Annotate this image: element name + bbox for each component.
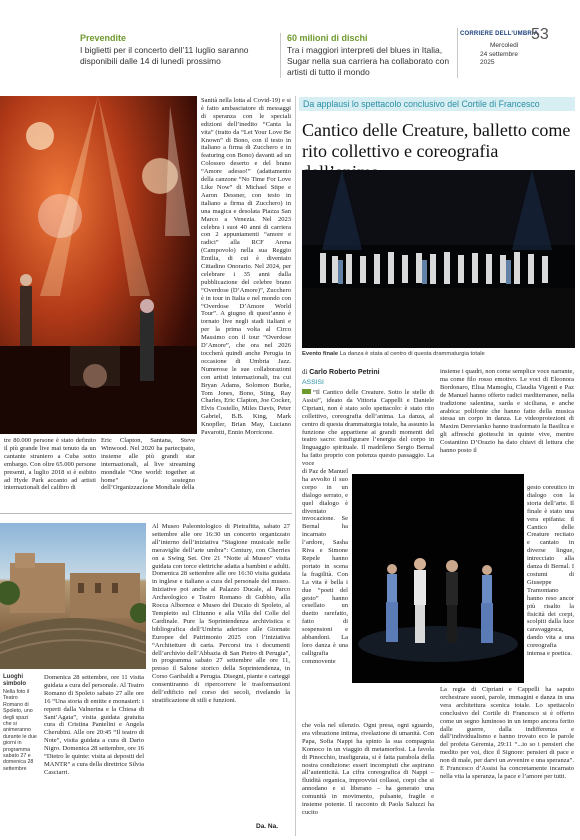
museum-photo-caption — [3, 674, 37, 772]
museum-text-col-b: Al Museo Paleontologico di Pietrafitta, sabato 27 settembre alle ore 16:30 un concerto organizzato all’interno dell’iniziativa “Stagione musicale nelle meraviglie dell’arte umbra”: Century, con Cherries on a Swing Set. Ore 21 “Notte al Museo” visita guidata con torce elettriche adatta a bambini e adulti. Domenica 28 settembre alle ore 16:30 visita guidata in inglese e italiano a cura del personale del museo. Iniziative poi anche al Palazzo Ducale, al Parco Archeologico e Teatro Romano di Gubbio, alla Rocca Albornoz e Museo del Ducato di Spoleto, al Tempietto sul Clitunno e alla Villa del Colle del Cardinale. Pure la Soprintendenza archivistica e bibliografica dell’Umbria aderisce alle Giornate Europee del Patrimonio 2025 con l’iniziativa “Architetture di carta. Percorsi tra i documenti dell’archivio dell’Abbazia di San Pietro di Perugia”, in programma sabato 27 settembre alle ore 11, presso il Salone storico della Soprintendenza, in Corso Garibaldi a Perugia. Disegni, piante e carteggi consentiranno di ripercorrere le trasformazioni dell’edificio nel corso dei secoli, rivelando la stratificazione di stili e funzioni. — [152, 523, 290, 704]
ballet-text-col-b-top: insieme i quadri, non come semplice voce narrante, ma come filo rosso emotivo. Le voci di Eleonora Bordonaro, Elisa Mamoglu, Claudia Vigenti e Paz de Manuel hanno offerto radici mediterranee, nella tradizione salentina, sarda e siciliana, e anche arabica: polifonie che hanno fatto della musica stessa un corpo in danza. Le videoproiezioni di Maxim Derevianko hanno trasformato la Basilica e gli affreschi giotteschi in quinte vive, mentre Costantino D’Orazio ha dato chiavi di lettura che hanno posto il — [440, 368, 574, 455]
byline-prefix: di — [302, 368, 308, 376]
byline-name: Carlo Roberto Petrini — [309, 369, 380, 376]
story-headline: Cantico delle Creature, balletto come rito collettivo e coreografia — [302, 120, 571, 161]
photo-caption — [302, 351, 575, 357]
ballet-stage-illustration — [302, 170, 575, 348]
topbar-divider — [457, 28, 458, 78]
dateline-marker — [302, 389, 311, 394]
concert-photo — [0, 96, 197, 434]
zucchero-text-col-a: tre 80.000 persone è stato definito il più grande live mai tenuto da un cantante straniero a Cuba sotto embargo. Con oltre 65.000 persone presenti, a luglio 2018 si è esibito ad Hyde Park accanto ad artisti internazionali del calibro di — [4, 437, 96, 492]
museum-text-col-a: Domenica 28 settembre, ore 11 visita guidata a cura del personale. Al Teatro Romano di Spoleto sabato 27 alle ore 16 “Una storia di emitte e monasteri: i reperti dalla Valnerina e la Chiesa di Sant’Agata”, visita guidata gratuita cura di Cristina Pantelini e Angela Cherubini. Alle ore 20:45 “Il teatro di Note”, visita guidata a cura di Dario Nigro. Domenica 28 settembre, ore 16 “Dietro le quinte: visita ai depositi del MANTR” a cura della direttrice Silvia Casciarri. — [44, 674, 144, 776]
museum-signature: Da. Na. — [256, 823, 279, 830]
caption-title: Luoghi simbolo — [3, 674, 27, 687]
photo-caption-text: La danza è stata al centro di questa drammaturgia totale — [339, 351, 485, 357]
prevendite-text: I biglietti per il concerto dell’11 luglio saranno disponibili dalle 14 di lunedì prossimo — [80, 45, 249, 66]
teatro-romano-illustration — [0, 523, 146, 669]
photo-caption-bold: Evento finale — [302, 351, 339, 357]
concert-stage-illustration — [0, 96, 197, 434]
ballet-text-col-a-bottom: che vola nel silenzio. Ogni presa, ogni sguardo, era vibrazione intima, rivelazione di umanità. Con Papa, Sofia Nappi ha spinto la sua compagnia Komoco in un viaggio di metamorfosi. La favola di Pinocchio, trasfigurata, si è fatta parabola della nostra condizione: esseri incompiuti che aspirano all’autenticità. La cifra coreografica di Nappi – fluidità organica, improvvisi collassi, corpi che si annodano e si liberano – ha generato una comunità in movimento, pulsante, fragile e insieme potente. Il racconto di Paola Saluzzi ha cucito — [302, 722, 434, 816]
byline — [302, 368, 380, 376]
ballet-text-col-b-bottom: La regia di Cipriani e Cappelli ha saputo orchestrare suoni, parole, immagini e danza in una vera architettura scenica totale. Lo spettacolo conclusivo del Cortile di Francesco si è offerto come un segno luminoso in un tempo ancora ferito dalle guerre, dalla indifferenza e dall’individualismo e hanno trovato eco le parole del profeta Geremia, 29:11 “...io so i pensieri che medito per voi, dice il Signore: pensieri di pace e non di male, per darvi un avvenire e una speranza”. E Francesco d’Assisi ha concretamente incarnato nella vita la speranza, la pace e l’amore per tutti. — [440, 686, 574, 780]
date-full: 24 settembre 2025 — [480, 51, 518, 66]
ballet-text-col-a-top-text: “Il Cantico delle Creature. Sotto le stelle di Assisi”, ideato da Vittoria Cappelli e Daniele Cipriani, non è stato solo spettacolo: è stato rito collettivo, coreografia dell’anima. La danza, al centro di questa drammaturgia totale, ha assunto la funzione che appartiene ai grandi momenti del teatro sacro: trasfigurare l’energia del corpo in linguaggio spirituale. Il madrileno Sergio Bernal ha fatto proprio con potenza questo passaggio. La voce — [302, 389, 435, 468]
newspaper-logo: CORRIERE DELL’UMBRIA — [460, 31, 539, 37]
zucchero-text-col-b: Eric Clapton, Santana, Steve Winwood. Nel 2020 ha partecipato, insieme alle più grandi star internazionali, al live streaming mondiale “One world: together at home” (a sostegno dell’Organizzazione Mondiale della — [101, 437, 195, 492]
dischi-text: Tra i maggiori interpreti del blues in Italia, Sugar nella sua carriera ha collaborato con artisti di tutto il mondo — [287, 45, 450, 77]
topbar-divider — [280, 33, 281, 78]
section-divider — [0, 513, 292, 514]
dateline: ASSISI — [302, 379, 324, 386]
ballet-stage-photo — [302, 170, 575, 348]
ballet-text-col-a-top — [302, 389, 434, 468]
ballet-text-col-b-narrow: gesto coreutico in dialogo con la storia dell’arte. Il finale è stato una vera epifania: il Cantico delle Creature recitato e cantato in diverse lingue, intrecciato alla danza di Bernal. I costumi di Giuseppe Tramontano hanno reso ancor più risalto la fisicità dei corpi, scolpiti dalla luce caravaggesca, dando vita a una coreografia intensa e poetica. — [527, 484, 574, 658]
prevendite-kicker: Prevendite — [80, 33, 127, 43]
dancers-photo — [352, 474, 524, 683]
dischi-kicker: 60 milioni di dischi — [287, 33, 368, 43]
page-number: 53 — [531, 26, 549, 43]
caption-text: Nella foto il Teatro Romano di Spoleto, uno degli spazi che si animeranno durante le due giorni in programma sabato 27 e domenica 28 settembre — [3, 689, 37, 772]
story-kicker: Da applausi lo spettacolo conclusivo del Cortile di Francesco — [299, 97, 575, 111]
ballet-text-col-a-narrow: di Paz de Manuel ha avvolto il suo corpo in un dialogo serrato, e quel dialogo è diventato invocazione. Se Bernal ha incarnato l’ardore, Sasha Riva e Simone Repele hanno portato in scena la fragilità. Con La vita è bella i due “poeti del gesto” hanno cesellato un duetto rarefatto, fatto di sospensioni e abbandoni. La loro danza è una calligrafia commovente — [302, 468, 348, 665]
topbar — [0, 0, 580, 90]
date-day: Mercoledì — [490, 42, 519, 49]
page-column-divider — [295, 96, 296, 836]
teatro-romano-photo — [0, 523, 146, 669]
zucchero-text-col-c: Sanità nella lotta al Covid-19) e si è fatto ambasciatore di messaggi di speranza con le speciali edizioni dell’inedito “Canta la vita” (tratto da “Let Your Love Be Known” di Bono, con il testo in italiano a firma di Zucchero e in featuring con Bono) davanti ad un Colosseo deserto e del brano “Amore adesso!” (adattamento della canzone “No Time For Love Like Now” di Michael Stipe e Aaron Dessner, con testo in italiano a firma di Zucchero) in una magica e desolata Piazza San Marco a Venezia. Nel 2023 celebra i suoi 40 anni di carriera con 2 appuntamenti “amore e radici” alla RCF Arena (Campovolo) nella sua Reggio Emilia, di cui è diventato Cittadino Onorario. Nel 2024, per celebrare i 35 anni dalla pubblicazione del celebre brano “Overdose (D’Amore)”, Zucchero è in tour in Italia e nel mondo con “Overdose D’Amore World Tour”. A giugno di quest’anno è tornato live negli stadi italiani e per la prima volta al Circo Massimo con il tour “Overdose D’Amore”, che ora nel 2026 toccherà quindi anche Perugia in occasione di Umbria Jazz. Numerose le sue collaborazioni con artisti internazionali, tra cui Bryan Adams, Solomon Burke, Tom Jones, Bono, Sting, Ray Charles, Eric Clapton, Joe Cocker, Elvis Costello, Miles Davis, Peter Gabriel, B.B. King, Mark Knopfler, Brian May, Luciano Pavarotti, Ennio Morricone. — [201, 97, 291, 437]
dancers-illustration — [352, 474, 524, 683]
